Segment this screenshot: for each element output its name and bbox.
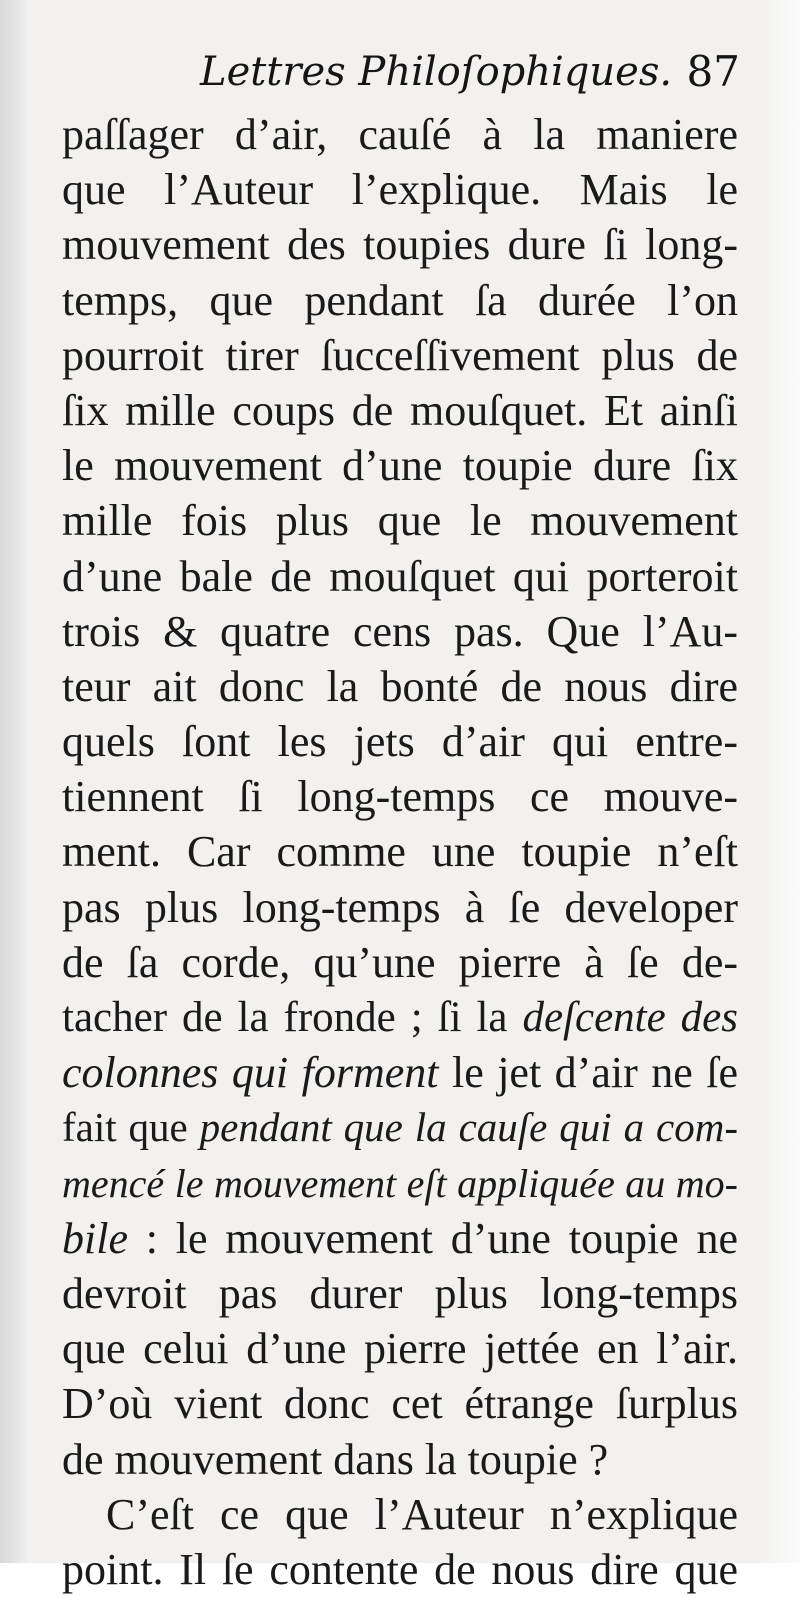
text-line: devroit pas durer plus long-temps: [62, 1268, 738, 1318]
italic-quote: deſcente des: [522, 994, 738, 1041]
text-line: de mouvement dans la toupie ?: [62, 1434, 609, 1484]
page-gutter-left: [0, 0, 26, 1563]
text-line: d’une bale de mouſquet qui porteroit: [62, 551, 738, 601]
text-line: colonnes qui forment le jet d’air ne ſe: [62, 1048, 738, 1098]
page-number: 87: [686, 47, 740, 96]
text-line: trois & quatre cens pas. Que l’Au-: [62, 606, 738, 656]
text-line: que celui d’une pierre jettée en l’air.: [62, 1324, 738, 1374]
text-line: mouvement des toupies dure ſi long-: [62, 220, 738, 270]
text-line: teur ait donc la bonté de nous dire: [62, 661, 738, 711]
text-line: que l’Auteur l’explique. Mais le: [62, 165, 738, 215]
text-line: ſix mille coups de mouſquet. Et ainſi: [62, 385, 738, 435]
italic-quote: pendant que la cauſe qui a com-: [199, 1104, 738, 1151]
text-line: [62, 1156, 738, 1211]
text-line: temps, que pendant ſa durée l’on: [62, 275, 738, 325]
page-header: [200, 42, 740, 112]
text-line: pourroit tirer ſucceſſivement plus de: [62, 330, 738, 380]
italic-quote: colonnes qui forment: [62, 1048, 439, 1098]
running-title: Lettres Philoſophiques.: [200, 49, 673, 95]
text-line: de ſa corde, qu’une pierre à ſe de-: [62, 937, 738, 987]
text-line: fait que pendant que la cauſe qui a com-: [62, 1104, 738, 1151]
italic-quote: mencé le mouvement eſt appliquée au mo-: [62, 1160, 738, 1206]
page-margin-right: [758, 0, 800, 1563]
text-line: quels ſont les jets d’air qui entre-: [62, 717, 738, 767]
text-line: le mouvement d’une toupie dure ſix: [62, 441, 738, 491]
text-line: point. Il ſe contente de nous dire que: [62, 1544, 738, 1594]
body-text: [62, 107, 738, 1597]
text-line: C’eſt ce que l’Auteur n’explique: [106, 1489, 738, 1539]
text-line: D’où vient donc cet étrange ſurplus: [62, 1379, 738, 1429]
text-line: pas plus long-temps à ſe developer: [62, 882, 738, 932]
text-line: tiennent ſi long-temps ce mouve-: [62, 772, 738, 822]
text-line: ment. Car comme une toupie n’eſt: [62, 827, 738, 877]
italic-quote: bile: [62, 1213, 128, 1263]
text-line: mille fois plus que le mouvement: [62, 496, 738, 546]
text-line: tacher de la fronde ; ſi la deſcente des: [62, 994, 738, 1041]
text-line: bile : le mouvement d’une toupie ne: [62, 1213, 738, 1263]
text-line: paſſager d’air, cauſé à la maniere: [62, 110, 738, 159]
